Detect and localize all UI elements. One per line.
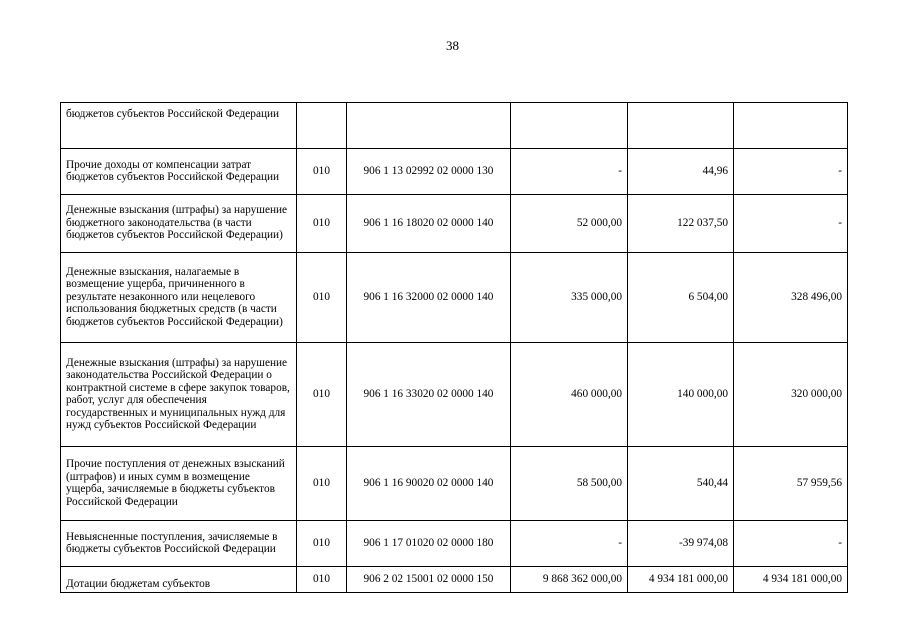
table-row [61,195,848,253]
cell-executed: 4 934 181 000,00 [628,567,734,593]
cell-unexecuted: 328 496,00 [734,253,848,343]
cell-approved: - [511,521,628,567]
table-row [61,447,848,521]
cell-line-code [297,103,347,149]
cell-line-code: 010 [297,195,347,253]
cell-name: Прочие доходы от компенсации затрат бюджетов субъектов Российской Федерации [61,149,297,195]
cell-unexecuted: - [734,195,848,253]
cell-unexecuted: - [734,521,848,567]
cell-line-code: 010 [297,567,347,593]
table-row [61,103,848,149]
table-row [61,149,848,195]
cell-budget-code: 906 1 16 33020 02 0000 140 [347,343,511,447]
cell-executed: 44,96 [628,149,734,195]
cell-executed: 140 000,00 [628,343,734,447]
cell-budget-code: 906 1 16 90020 02 0000 140 [347,447,511,521]
cell-budget-code: 906 1 16 18020 02 0000 140 [347,195,511,253]
cell-unexecuted: 320 000,00 [734,343,848,447]
cell-unexecuted: 57 959,56 [734,447,848,521]
cell-budget-code: 906 1 13 02992 02 0000 130 [347,149,511,195]
cell-name: Денежные взыскания, налагаемые в возмещение ущерба, причиненного в результате незаконного или нецелевого использования бюджетных средств (в части бюджетов субъектов Российской Федерации) [61,253,297,343]
page-number: 38 [446,38,459,53]
cell-unexecuted [734,103,848,149]
cell-name: Дотации бюджетам субъектов [61,567,297,593]
cell-budget-code [347,103,511,149]
cell-executed: 6 504,00 [628,253,734,343]
cell-name: Денежные взыскания (штрафы) за нарушение законодательства Российской Федерации о контрактной системе в сфере закупок товаров, работ, услуг для обеспечения государственных и муниципальных нужд для нужд субъектов Российской Федерации [61,343,297,447]
cell-line-code: 010 [297,343,347,447]
cell-approved: 460 000,00 [511,343,628,447]
cell-approved: 9 868 362 000,00 [511,567,628,593]
cell-approved: - [511,149,628,195]
cell-budget-code: 906 1 16 32000 02 0000 140 [347,253,511,343]
cell-approved: 52 000,00 [511,195,628,253]
cell-approved [511,103,628,149]
cell-approved: 335 000,00 [511,253,628,343]
cell-approved: 58 500,00 [511,447,628,521]
cell-line-code: 010 [297,149,347,195]
cell-budget-code: 906 1 17 01020 02 0000 180 [347,521,511,567]
table-row [61,567,848,593]
budget-revenue-table [60,102,848,593]
cell-name: Прочие поступления от денежных взысканий (штрафов) и иных сумм в возмещение ущерба, зачисляемые в бюджеты субъектов Российской Федерации [61,447,297,521]
table-row [61,521,848,567]
cell-executed: 122 037,50 [628,195,734,253]
table-row [61,343,848,447]
cell-unexecuted: - [734,149,848,195]
cell-executed [628,103,734,149]
table-row [61,253,848,343]
cell-executed: 540,44 [628,447,734,521]
cell-name: Невыясненные поступления, зачисляемые в бюджеты субъектов Российской Федерации [61,521,297,567]
cell-name: Денежные взыскания (штрафы) за нарушение бюджетного законодательства (в части бюджетов субъектов Российской Федерации) [61,195,297,253]
cell-budget-code: 906 2 02 15001 02 0000 150 [347,567,511,593]
cell-executed: -39 974,08 [628,521,734,567]
cell-unexecuted: 4 934 181 000,00 [734,567,848,593]
cell-line-code: 010 [297,447,347,521]
cell-line-code: 010 [297,253,347,343]
cell-name: бюджетов субъектов Российской Федерации [61,103,297,149]
cell-line-code: 010 [297,521,347,567]
